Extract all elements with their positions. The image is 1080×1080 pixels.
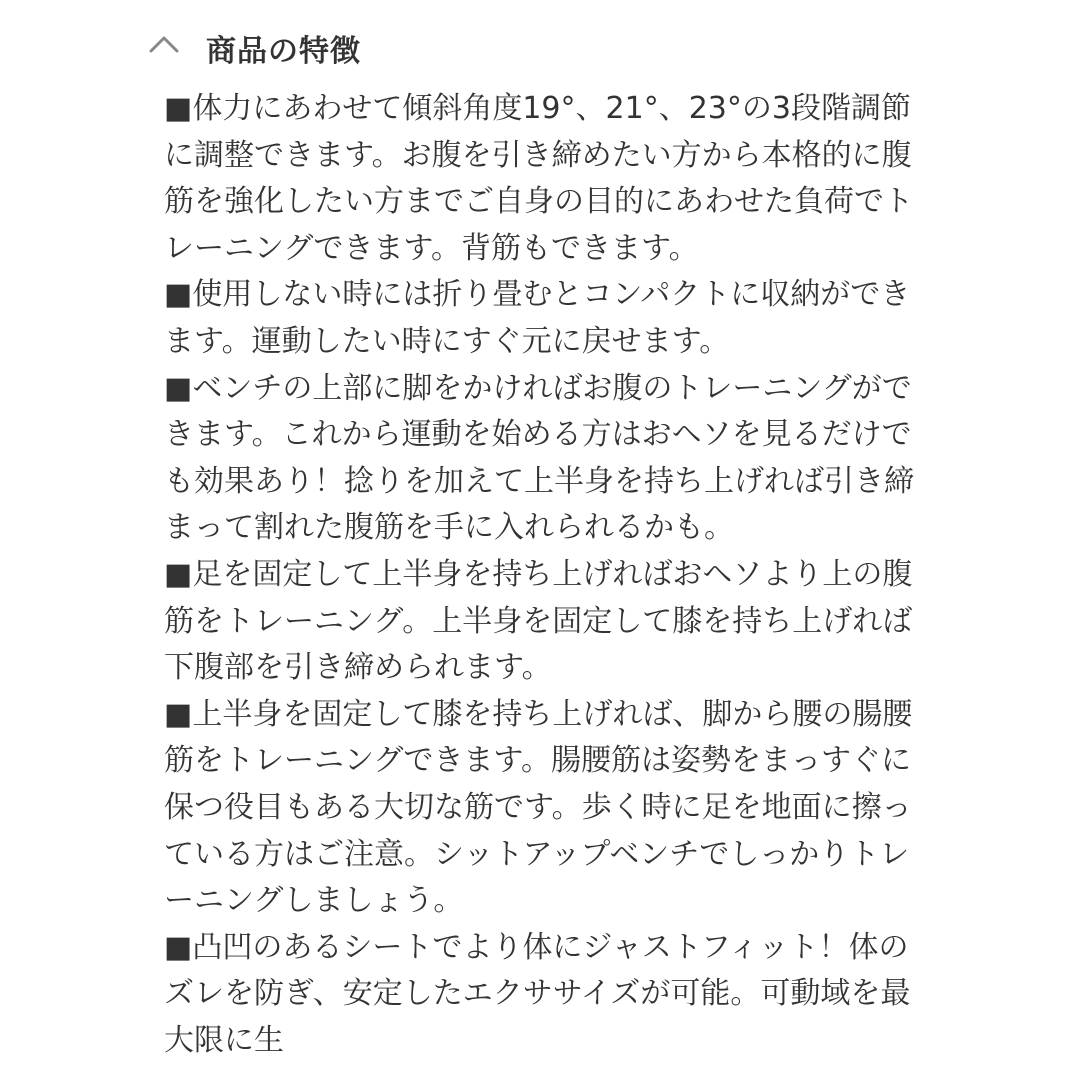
description-paragraph: ■上半身を固定して膝を持ち上げれば、脚から腰の腸腰筋をトレーニングできます。腸腰筋は姿勢をまっすぐに保つ役目もある大切な筋です。歩く時に足を地面に擦っている方はご注意。シットアップベンチでしっかりトレーニングしましょう。 (164, 696, 913, 919)
description-paragraph: ■体力にあわせて傾斜角度19°、21°、23°の3段階調節に調整できます。お腹を引き締めたい方から本格的に腹筋を強化したい方までご自身の目的にあわせた負荷でトレーニングできます。背筋もできます。 (164, 91, 914, 266)
product-description (164, 86, 924, 1064)
section-header[interactable] (148, 22, 948, 74)
description-paragraph: ■ベンチの上部に脚をかければお腹のトレーニングができます。これから運動を始める方はおヘソを見るだけでも効果あり！捻りを加えて上半身を持ち上げれば引き締まって割れた腹筋を手に入れられるかも。 (164, 370, 914, 546)
section-title: 商品の特徴 (206, 34, 361, 69)
description-paragraph: ■足を固定して上半身を持ち上げればおヘソより上の腹筋をトレーニング。上半身を固定して膝を持ち上げれば下腹部を引き締められます。 (164, 556, 913, 686)
description-paragraph: ■凸凹のあるシートでより体にジャストフィット！体のズレを防ぎ、安定したエクササイズが可能。可動域を最大限に生 (164, 929, 911, 1058)
chevron-up-icon[interactable] (148, 22, 184, 74)
description-paragraph: ■使用しない時には折り畳むとコンパクトに収納ができます。運動したい時にすぐ元に戻せます。 (164, 277, 911, 359)
